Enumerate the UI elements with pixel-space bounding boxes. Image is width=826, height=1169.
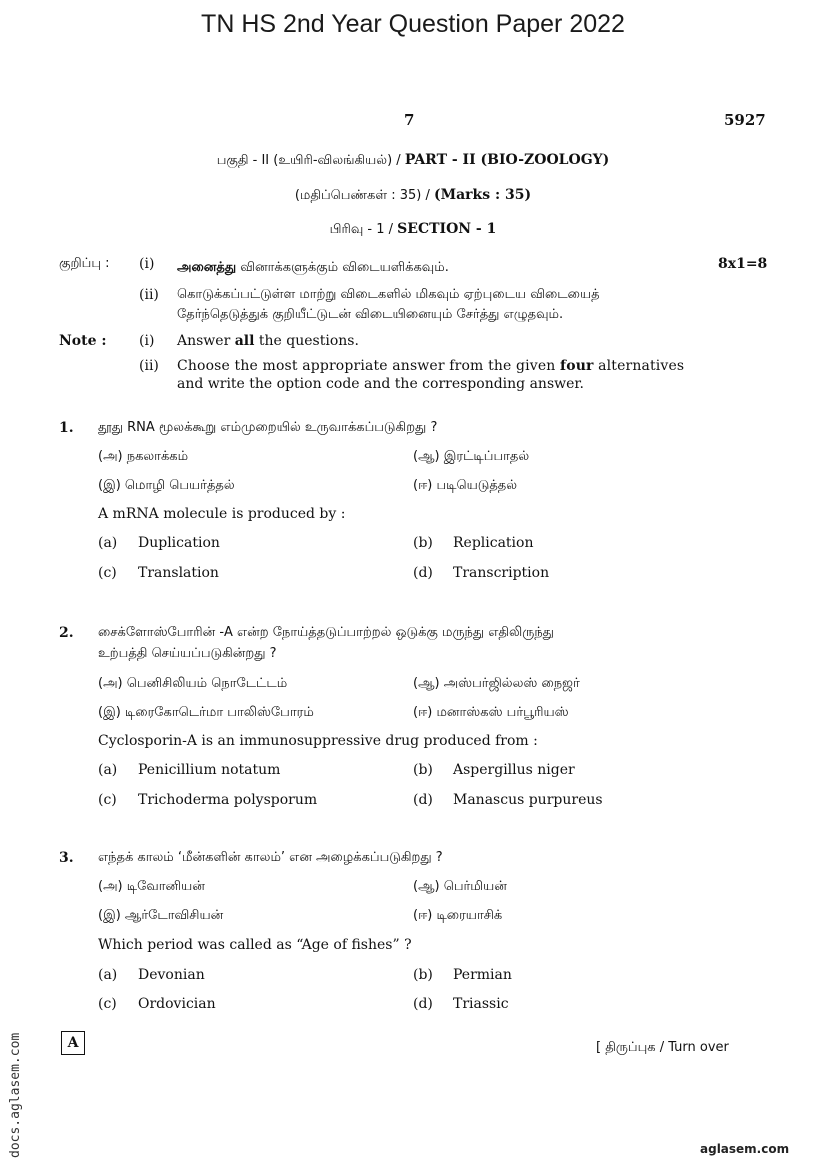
note-english-ii-pre: Choose the most appropriate answer from the given [177, 358, 561, 374]
note-english-i-pre: Answer [177, 333, 235, 349]
option-tamil: (ஆ) இரட்டிப்பாதல் [413, 449, 530, 464]
question-tamil-cont: உற்பத்தி செய்யப்படுகின்றது ? [98, 646, 277, 661]
option-tamil: (அ) பெனிசிலியம் நொடேட்டம் [98, 676, 288, 691]
option-tamil: (ஈ) மனாஸ்கஸ் பர்பூரியஸ் [413, 705, 569, 720]
option-label: (b) [413, 762, 433, 778]
part-heading-english: PART - II (BIO-ZOOLOGY) [404, 152, 610, 168]
option-label: (b) [413, 535, 433, 551]
question-tamil: எந்தக் காலம் ‘மீன்களின் காலம்’ என அழைக்கப்படுகிறது ? [98, 850, 443, 865]
option-english: Aspergillus niger [453, 762, 575, 778]
option-english: Penicillium notatum [138, 762, 281, 778]
option-tamil: (இ) மொழி பெயர்த்தல் [98, 478, 235, 493]
option-label: (a) [98, 967, 118, 983]
paper-code: 5927 [724, 111, 766, 129]
option-label: (c) [98, 996, 117, 1012]
note-tamil-i [177, 256, 449, 276]
note-english-ii-label: (ii) [139, 358, 159, 374]
side-watermark: docs.aglasem.com [8, 1032, 23, 1158]
section-heading-tamil: பிரிவு - 1 / [329, 222, 398, 237]
option-english: Translation [138, 565, 219, 581]
option-english: Manascus purpureus [453, 792, 603, 808]
note-tamil-i-bold: அனைத்து [177, 260, 237, 275]
option-tamil: (அ) டிவோனியன் [98, 879, 205, 894]
note-label-tamil: குறிப்பு : [59, 256, 110, 271]
question-tamil: தூது RNA மூலக்கூறு எம்முறையில் உருவாக்கப்படுகிறது ? [98, 420, 438, 435]
option-label: (c) [98, 792, 117, 808]
option-english: Duplication [138, 535, 220, 551]
question-number: 1. [59, 420, 74, 436]
option-tamil: (ஆ) பெர்மியன் [413, 879, 507, 894]
option-tamil: (இ) ஆர்டோவிசியன் [98, 908, 224, 923]
note-english-i-post: the questions. [254, 333, 359, 349]
note-english-ii-line2: and write the option code and the corresponding answer. [177, 376, 584, 392]
question-number: 2. [59, 625, 74, 641]
question-tamil: சைக்ளோஸ்போரின் -A என்ற நோய்த்தடுப்பாற்றல் ஒடுக்கு மருந்து எதிலிருந்து [98, 625, 554, 640]
option-english: Replication [453, 535, 534, 551]
booklet-code-box: A [61, 1031, 85, 1055]
option-label: (c) [98, 565, 117, 581]
part-heading [0, 152, 826, 169]
option-english: Trichoderma polysporum [138, 792, 318, 808]
note-label-english: Note : [59, 333, 107, 349]
turn-over-text: [ திருப்புக / Turn over [596, 1040, 729, 1055]
part-heading-tamil: பகுதி - II (உயிரி-விலங்கியல்) / [216, 153, 405, 168]
option-english: Devonian [138, 967, 205, 983]
note-english-ii-bold: four [560, 358, 594, 374]
option-english: Transcription [453, 565, 550, 581]
question-english: Which period was called as “Age of fishes” ? [98, 937, 412, 953]
note-english-i [177, 333, 359, 349]
option-label: (d) [413, 996, 433, 1012]
option-tamil: (இ) டிரைகோடெர்மா பாலிஸ்போரம் [98, 705, 314, 720]
watermark: aglasem.com [700, 1142, 790, 1156]
option-english: Ordovician [138, 996, 216, 1012]
note-tamil-i-text: வினாக்களுக்கும் விடையளிக்கவும். [236, 260, 449, 275]
option-english: Triassic [453, 996, 509, 1012]
option-label: (a) [98, 535, 118, 551]
marks-heading-english: (Marks : 35) [433, 187, 532, 203]
option-label: (d) [413, 792, 433, 808]
option-label: (b) [413, 967, 433, 983]
note-english-i-label: (i) [139, 333, 155, 349]
option-label: (d) [413, 565, 433, 581]
note-tamil-i-label: (i) [139, 256, 155, 272]
note-english-ii-line1 [177, 358, 684, 374]
section-heading [0, 221, 826, 238]
marks-scheme: 8x1=8 [718, 256, 768, 272]
question-english: A mRNA molecule is produced by : [98, 506, 346, 522]
page-title: TN HS 2nd Year Question Paper 2022 [201, 10, 625, 38]
option-tamil: (ஆ) அஸ்பர்ஜில்லஸ் நைஜர் [413, 676, 580, 691]
option-tamil: (ஈ) படியெடுத்தல் [413, 478, 518, 493]
note-english-i-bold: all [234, 333, 255, 349]
question-number: 3. [59, 850, 74, 866]
question-english: Cyclosporin-A is an immunosuppressive drug produced from : [98, 733, 538, 749]
note-tamil-ii-label: (ii) [139, 287, 159, 303]
section-heading-english: SECTION - 1 [397, 221, 497, 237]
marks-heading-tamil: (மதிப்பெண்கள் : 35) / [294, 188, 434, 203]
note-tamil-ii-line2: தேர்ந்தெடுத்துக் குறியீட்டுடன் விடையினையும் சேர்த்து எழுதவும். [177, 307, 564, 322]
option-tamil: (ஈ) டிரையாசிக் [413, 908, 503, 923]
option-tamil: (அ) நகலாக்கம் [98, 449, 189, 464]
marks-heading [0, 187, 826, 204]
note-english-ii-post: alternatives [593, 358, 685, 374]
option-english: Permian [453, 967, 512, 983]
page-number: 7 [404, 111, 415, 129]
note-tamil-ii-line1: கொடுக்கப்பட்டுள்ள மாற்று விடைகளில் மிகவும் ஏற்புடைய விடையைத் [177, 287, 600, 302]
option-label: (a) [98, 762, 118, 778]
turn-over [596, 1036, 729, 1056]
